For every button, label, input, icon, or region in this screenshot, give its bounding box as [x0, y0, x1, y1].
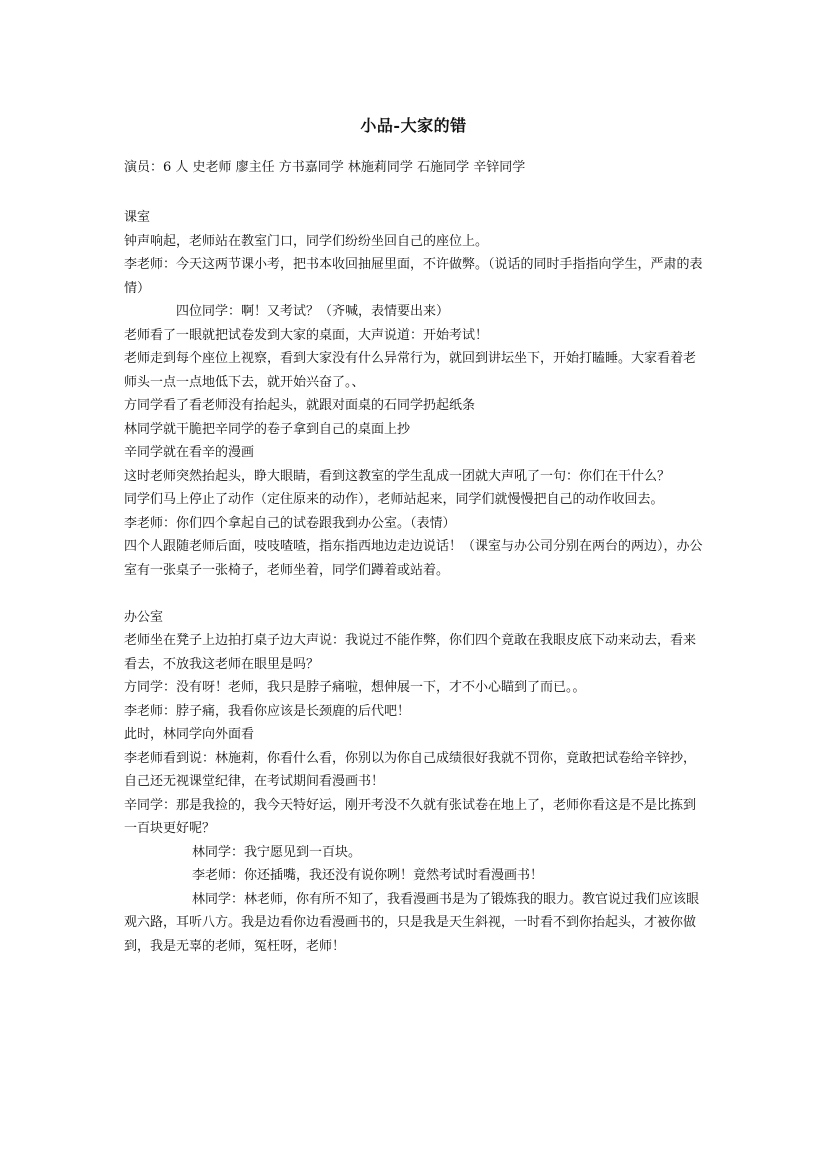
paragraph: 林同学：林老师，你有所不知了，我看漫画书是为了锻炼我的眼力。教官说过我们应该眼观六路，耳听八方。我是边看你边看漫画书的，只是我是天生斜视，一时看不到你抬起头，才被你做到，我是无辜的老师，冤枉呀，老师！	[124, 891, 700, 954]
paragraph: 四个人跟随老师后面，吱吱喳喳，指东指西地边走边说话！（课室与办公司分别在两台的两边），办公室有一张桌子一张椅子，老师坐着，同学们蹲着或站着。	[124, 539, 703, 578]
paragraph: 老师看了一眼就把试卷发到大家的桌面，大声说道：开始考试！	[124, 327, 489, 343]
document-title: 小品-大家的错	[360, 116, 467, 135]
paragraph: 李老师：你还插嘴，我还没有说你咧！竟然考试时看漫画书！	[192, 868, 544, 883]
paragraph: 方同学看了看老师没有抬起头，就跟对面桌的石同学扔起纸条	[124, 398, 476, 413]
paragraph: 辛同学就在看辛的漫画	[124, 445, 255, 460]
cast-list: 演员：6 人 史老师 廖主任 方书嘉同学 林施莉同学 石施同学 辛锌同学	[124, 160, 526, 175]
blank-line	[124, 582, 707, 606]
paragraph: 老师走到每个座位上视察，看到大家没有什么异常行为，就回到讲坛坐下，开始打瞌睡。大家看着老师头一点一点地低下去，就开始兴奋了。、	[124, 351, 697, 390]
paragraph: 辛同学：那是我捡的，我今天特好运，刚开考没不久就有张试卷在地上了，老师你看这是不是比拣到一百块更好呢？	[124, 797, 697, 836]
paragraph: 这时老师突然抬起头，睁大眼睛，看到这教室的学生乱成一团就大声吼了一句：你们在干什么？	[124, 468, 671, 484]
paragraph: 林同学就干脆把辛同学的卷子拿到自己的桌面上抄	[124, 421, 411, 437]
paragraph: 林同学：我宁愿见到一百块。	[192, 844, 362, 860]
scene-heading-office: 办公室	[124, 609, 164, 625]
scene-heading-classroom: 课室	[124, 210, 151, 225]
paragraph: 李老师：今天这两节课小考，把书本收回抽屉里面，不许做弊。（说话的同时手指指向学生，严肃的表情）	[124, 257, 703, 296]
paragraph: 此时，林同学向外面看	[124, 727, 255, 742]
paragraph: 李老师看到说：林施莉，你看什么看，你别以为你自己成绩很好我就不罚你，竟敢把试卷给辛锌抄，自己还无视课堂纪律，在考试期间看漫画书！	[124, 750, 697, 789]
paragraph: 钟声响起，老师站在教室门口，同学们纷纷坐回自己的座位上。	[124, 233, 489, 249]
paragraph: 李老师：脖子痛，我看你应该是长颈鹿的后代吧！	[124, 703, 411, 719]
script-body	[124, 206, 707, 958]
paragraph: 李老师：你们四个拿起自己的试卷跟我到办公室。（表情）	[124, 515, 456, 531]
paragraph: 四位同学：啊！又考试？（齐喊，表情要出来）	[176, 304, 450, 319]
paragraph: 老师坐在凳子上边拍打桌子边大声说：我说过不能作弊，你们四个竟敢在我眼皮底下动来动去，看来看去，不放我这老师在眼里是吗？	[124, 633, 697, 672]
paragraph: 方同学：没有呀！老师，我只是脖子痛啦，想伸展一下，才不小心瞄到了而已。。	[124, 680, 586, 695]
paragraph: 同学们马上停止了动作（定住原来的动作），老师站起来，同学们就慢慢把自己的动作收回去。	[124, 492, 664, 507]
